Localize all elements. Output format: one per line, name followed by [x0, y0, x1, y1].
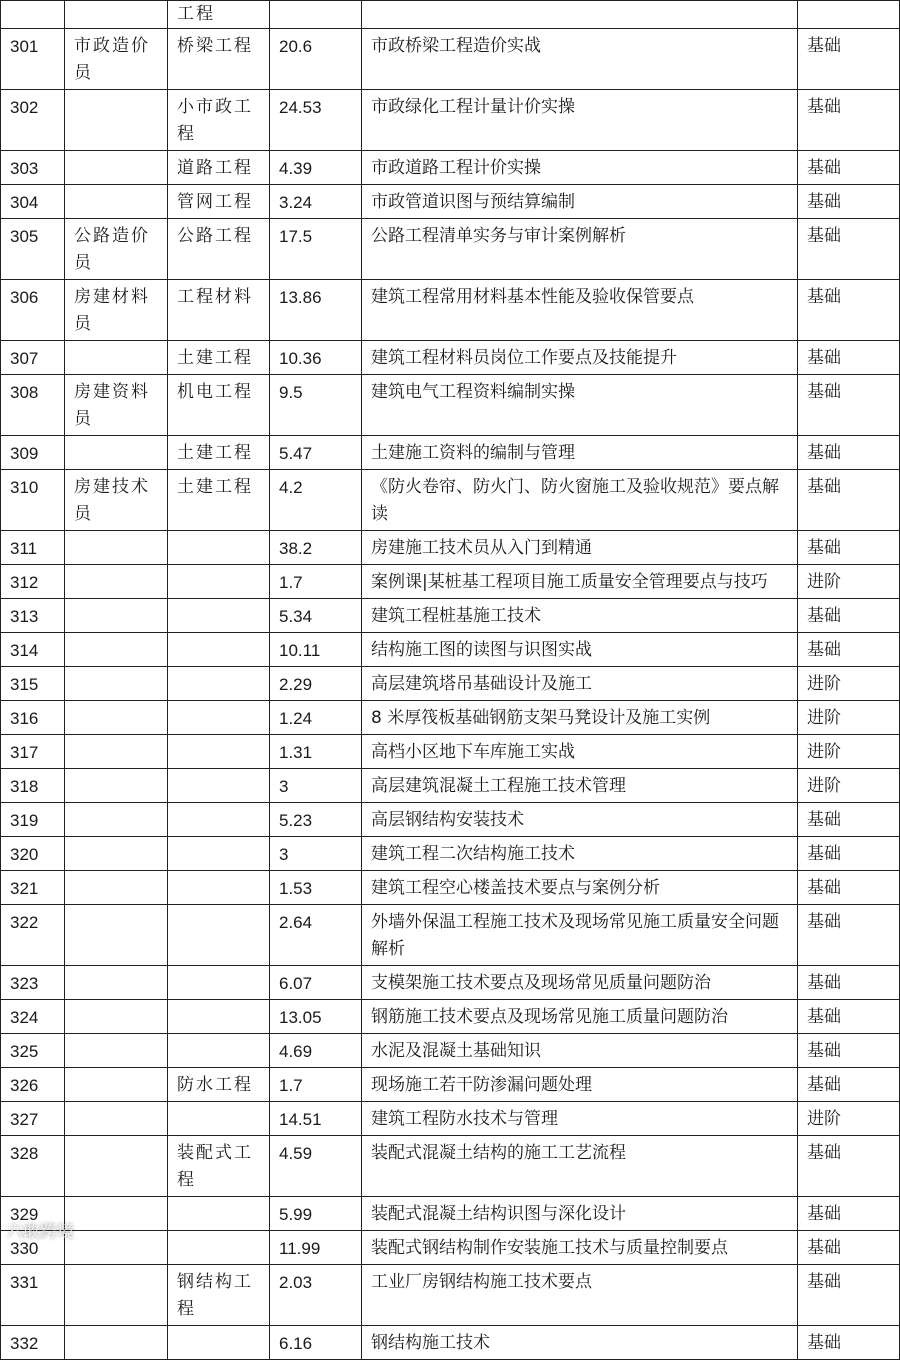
- row-number-cell: 321: [1, 871, 65, 905]
- course-title-cell: 现场施工若干防渗漏问题处理: [362, 1068, 798, 1102]
- table-row: [1, 667, 900, 701]
- course-title-cell: 《防火卷帘、防火门、防火窗施工及验收规范》要点解读: [362, 470, 798, 531]
- size-cell: 1.7: [270, 1068, 362, 1102]
- size-cell: 13.05: [270, 1000, 362, 1034]
- table-row: [1, 90, 900, 151]
- level-cell: 进阶: [798, 735, 900, 769]
- row-number-cell: 308: [1, 375, 65, 436]
- table-row: [1, 1265, 900, 1326]
- table-row: [1, 871, 900, 905]
- specialty-cell: [168, 565, 270, 599]
- course-title-cell: 支模架施工技术要点及现场常见质量问题防治: [362, 966, 798, 1000]
- level-cell: 基础: [798, 803, 900, 837]
- level-cell: 基础: [798, 871, 900, 905]
- specialty-cell: 桥梁工程: [168, 29, 270, 90]
- table-row: [1, 837, 900, 871]
- level-cell: [798, 1, 900, 29]
- row-number-cell: 332: [1, 1326, 65, 1360]
- specialty-cell: 钢结构工程: [168, 1265, 270, 1326]
- size-cell: 4.69: [270, 1034, 362, 1068]
- course-title-cell: 高档小区地下车库施工实战: [362, 735, 798, 769]
- course-title-cell: 市政桥梁工程造价实战: [362, 29, 798, 90]
- level-cell: 基础: [798, 1000, 900, 1034]
- job-category-cell: [65, 1000, 168, 1034]
- job-category-cell: [65, 633, 168, 667]
- course-title-cell: 装配式混凝土结构识图与深化设计: [362, 1197, 798, 1231]
- table-row: [1, 219, 900, 280]
- specialty-cell: [168, 735, 270, 769]
- job-category-cell: 房建材料员: [65, 280, 168, 341]
- table-row: [1, 185, 900, 219]
- watermark-text: 六敢跨境: [6, 1222, 74, 1242]
- size-cell: 4.39: [270, 151, 362, 185]
- table-row: [1, 966, 900, 1000]
- size-cell: 2.29: [270, 667, 362, 701]
- row-number-cell: 329: [1, 1197, 65, 1231]
- specialty-cell: [168, 633, 270, 667]
- table-row: [1, 1000, 900, 1034]
- row-number-cell: 306: [1, 280, 65, 341]
- table-row: [1, 341, 900, 375]
- table-row: [1, 531, 900, 565]
- level-cell: 基础: [798, 531, 900, 565]
- table-row: [1, 151, 900, 185]
- table-row: [1, 375, 900, 436]
- table-row-continued: [1, 1, 900, 29]
- job-category-cell: 房建技术员: [65, 470, 168, 531]
- level-cell: 基础: [798, 633, 900, 667]
- size-cell: 3: [270, 769, 362, 803]
- size-cell: 6.16: [270, 1326, 362, 1360]
- table-row: [1, 803, 900, 837]
- specialty-cell: [168, 1000, 270, 1034]
- specialty-cell: [168, 531, 270, 565]
- level-cell: 基础: [798, 151, 900, 185]
- job-category-cell: [65, 565, 168, 599]
- specialty-cell: 管网工程: [168, 185, 270, 219]
- job-category-cell: [65, 1265, 168, 1326]
- job-category-cell: [65, 905, 168, 966]
- size-cell: 2.64: [270, 905, 362, 966]
- size-cell: 5.34: [270, 599, 362, 633]
- size-cell: 5.47: [270, 436, 362, 470]
- course-title-cell: [362, 1, 798, 29]
- table-row: [1, 1197, 900, 1231]
- job-category-cell: [65, 1102, 168, 1136]
- row-number-cell: 322: [1, 905, 65, 966]
- row-number-cell: 302: [1, 90, 65, 151]
- course-title-cell: 公路工程清单实务与审计案例解析: [362, 219, 798, 280]
- job-category-cell: [65, 769, 168, 803]
- course-title-cell: 高层建筑塔吊基础设计及施工: [362, 667, 798, 701]
- row-number-cell: 330: [1, 1231, 65, 1265]
- specialty-cell: [168, 1034, 270, 1068]
- level-cell: 基础: [798, 29, 900, 90]
- size-cell: 5.99: [270, 1197, 362, 1231]
- job-category-cell: [65, 1136, 168, 1197]
- size-cell: 3.24: [270, 185, 362, 219]
- job-category-cell: [65, 735, 168, 769]
- specialty-cell: 道路工程: [168, 151, 270, 185]
- level-cell: 基础: [798, 341, 900, 375]
- row-number-cell: 320: [1, 837, 65, 871]
- course-title-cell: 建筑工程二次结构施工技术: [362, 837, 798, 871]
- job-category-cell: [65, 803, 168, 837]
- row-number-cell: 307: [1, 341, 65, 375]
- specialty-cell: [168, 1197, 270, 1231]
- job-category-cell: [65, 151, 168, 185]
- course-title-cell: 建筑工程桩基施工技术: [362, 599, 798, 633]
- level-cell: 进阶: [798, 667, 900, 701]
- level-cell: 基础: [798, 470, 900, 531]
- size-cell: 10.11: [270, 633, 362, 667]
- table-row: [1, 1326, 900, 1360]
- job-category-cell: [65, 90, 168, 151]
- level-cell: 基础: [798, 905, 900, 966]
- level-cell: 基础: [798, 185, 900, 219]
- row-number-cell: 303: [1, 151, 65, 185]
- level-cell: 进阶: [798, 701, 900, 735]
- job-category-cell: [65, 531, 168, 565]
- course-title-cell: 结构施工图的读图与识图实战: [362, 633, 798, 667]
- table-row: [1, 280, 900, 341]
- level-cell: 基础: [798, 599, 900, 633]
- job-category-cell: [65, 966, 168, 1000]
- job-category-cell: [65, 871, 168, 905]
- specialty-cell: [168, 1102, 270, 1136]
- course-title-cell: 高层钢结构安装技术: [362, 803, 798, 837]
- row-number-cell: 319: [1, 803, 65, 837]
- specialty-cell: 机电工程: [168, 375, 270, 436]
- table-row: [1, 29, 900, 90]
- size-cell: 24.53: [270, 90, 362, 151]
- job-category-cell: [65, 1326, 168, 1360]
- job-category-cell: [65, 599, 168, 633]
- size-cell: 17.5: [270, 219, 362, 280]
- size-cell: 3: [270, 837, 362, 871]
- row-number-cell: 301: [1, 29, 65, 90]
- course-title-cell: 建筑电气工程资料编制实操: [362, 375, 798, 436]
- course-title-cell: 市政道路工程计价实操: [362, 151, 798, 185]
- level-cell: 基础: [798, 375, 900, 436]
- table-row: [1, 470, 900, 531]
- table-row: [1, 599, 900, 633]
- row-number-cell: 314: [1, 633, 65, 667]
- size-cell: 4.59: [270, 1136, 362, 1197]
- size-cell: 5.23: [270, 803, 362, 837]
- table-row: [1, 735, 900, 769]
- course-title-cell: 外墙外保温工程施工技术及现场常见施工质量安全问题解析: [362, 905, 798, 966]
- course-title-cell: 土建施工资料的编制与管理: [362, 436, 798, 470]
- table-row: [1, 1102, 900, 1136]
- level-cell: 基础: [798, 90, 900, 151]
- size-cell: 6.07: [270, 966, 362, 1000]
- table-body: [1, 1, 900, 1360]
- specialty-cell: [168, 905, 270, 966]
- table-row: [1, 436, 900, 470]
- size-cell: 4.2: [270, 470, 362, 531]
- level-cell: 基础: [798, 1136, 900, 1197]
- table-row: [1, 1034, 900, 1068]
- level-cell: 基础: [798, 1231, 900, 1265]
- course-title-cell: 案例课|某桩基工程项目施工质量安全管理要点与技巧: [362, 565, 798, 599]
- specialty-cell: 防水工程: [168, 1068, 270, 1102]
- row-number-cell: 331: [1, 1265, 65, 1326]
- table-row: [1, 633, 900, 667]
- specialty-cell: 公路工程: [168, 219, 270, 280]
- course-title-cell: 装配式钢结构制作安装施工技术与质量控制要点: [362, 1231, 798, 1265]
- size-cell: 1.53: [270, 871, 362, 905]
- level-cell: 进阶: [798, 769, 900, 803]
- level-cell: 基础: [798, 219, 900, 280]
- course-title-cell: 建筑工程常用材料基本性能及验收保管要点: [362, 280, 798, 341]
- job-category-cell: [65, 1, 168, 29]
- specialty-cell: 工程材料: [168, 280, 270, 341]
- size-cell: 20.6: [270, 29, 362, 90]
- row-number-cell: 309: [1, 436, 65, 470]
- job-category-cell: [65, 701, 168, 735]
- specialty-cell: [168, 871, 270, 905]
- size-cell: 13.86: [270, 280, 362, 341]
- level-cell: 进阶: [798, 565, 900, 599]
- level-cell: 基础: [798, 1197, 900, 1231]
- specialty-cell: [168, 599, 270, 633]
- course-title-cell: 装配式混凝土结构的施工工艺流程: [362, 1136, 798, 1197]
- specialty-cell: [168, 1326, 270, 1360]
- specialty-cell: 土建工程: [168, 470, 270, 531]
- level-cell: 基础: [798, 436, 900, 470]
- level-cell: 基础: [798, 280, 900, 341]
- row-number-cell: 325: [1, 1034, 65, 1068]
- specialty-cell: 工程: [168, 1, 270, 29]
- size-cell: 2.03: [270, 1265, 362, 1326]
- specialty-cell: [168, 701, 270, 735]
- size-cell: 38.2: [270, 531, 362, 565]
- course-title-cell: 钢结构施工技术: [362, 1326, 798, 1360]
- course-title-cell: 建筑工程空心楼盖技术要点与案例分析: [362, 871, 798, 905]
- job-category-cell: [65, 667, 168, 701]
- specialty-cell: [168, 837, 270, 871]
- table-row: [1, 769, 900, 803]
- level-cell: 基础: [798, 966, 900, 1000]
- table-row: [1, 905, 900, 966]
- course-title-cell: 建筑工程材料员岗位工作要点及技能提升: [362, 341, 798, 375]
- size-cell: 10.36: [270, 341, 362, 375]
- row-number-cell: 316: [1, 701, 65, 735]
- job-category-cell: 市政造价员: [65, 29, 168, 90]
- row-number-cell: 304: [1, 185, 65, 219]
- job-category-cell: [65, 185, 168, 219]
- level-cell: 进阶: [798, 1102, 900, 1136]
- specialty-cell: [168, 803, 270, 837]
- job-category-cell: [65, 341, 168, 375]
- row-number-cell: 318: [1, 769, 65, 803]
- table-row: [1, 1136, 900, 1197]
- level-cell: 基础: [798, 1034, 900, 1068]
- specialty-cell: [168, 667, 270, 701]
- table-row: [1, 701, 900, 735]
- row-number-cell: 327: [1, 1102, 65, 1136]
- specialty-cell: 小市政工程: [168, 90, 270, 151]
- row-number-cell: 326: [1, 1068, 65, 1102]
- row-number-cell: 317: [1, 735, 65, 769]
- job-category-cell: [65, 436, 168, 470]
- job-category-cell: [65, 837, 168, 871]
- level-cell: 基础: [798, 1068, 900, 1102]
- size-cell: 1.7: [270, 565, 362, 599]
- table-row: [1, 1068, 900, 1102]
- specialty-cell: [168, 769, 270, 803]
- row-number-cell: 323: [1, 966, 65, 1000]
- row-number-cell: 313: [1, 599, 65, 633]
- job-category-cell: [65, 1034, 168, 1068]
- row-number-cell: 312: [1, 565, 65, 599]
- row-number-cell: 305: [1, 219, 65, 280]
- level-cell: 基础: [798, 1326, 900, 1360]
- course-title-cell: 市政管道识图与预结算编制: [362, 185, 798, 219]
- course-title-cell: 市政绿化工程计量计价实操: [362, 90, 798, 151]
- job-category-cell: 公路造价员: [65, 219, 168, 280]
- row-number-cell: 324: [1, 1000, 65, 1034]
- size-cell: 11.99: [270, 1231, 362, 1265]
- size-cell: [270, 1, 362, 29]
- course-title-cell: 钢筋施工技术要点及现场常见施工质量问题防治: [362, 1000, 798, 1034]
- size-cell: 1.24: [270, 701, 362, 735]
- row-number-cell: 311: [1, 531, 65, 565]
- job-category-cell: [65, 1068, 168, 1102]
- job-category-cell: 房建资料员: [65, 375, 168, 436]
- course-title-cell: 8 米厚筏板基础钢筋支架马凳设计及施工实例: [362, 701, 798, 735]
- course-title-cell: 高层建筑混凝土工程施工技术管理: [362, 769, 798, 803]
- course-title-cell: 房建施工技术员从入门到精通: [362, 531, 798, 565]
- row-number-cell: 328: [1, 1136, 65, 1197]
- row-number-cell: [1, 1, 65, 29]
- row-number-cell: 310: [1, 470, 65, 531]
- level-cell: 基础: [798, 1265, 900, 1326]
- specialty-cell: 土建工程: [168, 341, 270, 375]
- course-title-cell: 水泥及混凝土基础知识: [362, 1034, 798, 1068]
- row-number-cell: 315: [1, 667, 65, 701]
- specialty-cell: [168, 966, 270, 1000]
- size-cell: 1.31: [270, 735, 362, 769]
- course-title-cell: 工业厂房钢结构施工技术要点: [362, 1265, 798, 1326]
- specialty-cell: 土建工程: [168, 436, 270, 470]
- size-cell: 14.51: [270, 1102, 362, 1136]
- table-row: [1, 565, 900, 599]
- size-cell: 9.5: [270, 375, 362, 436]
- job-category-cell: [65, 1197, 168, 1231]
- course-title-cell: 建筑工程防水技术与管理: [362, 1102, 798, 1136]
- level-cell: 基础: [798, 837, 900, 871]
- specialty-cell: 装配式工程: [168, 1136, 270, 1197]
